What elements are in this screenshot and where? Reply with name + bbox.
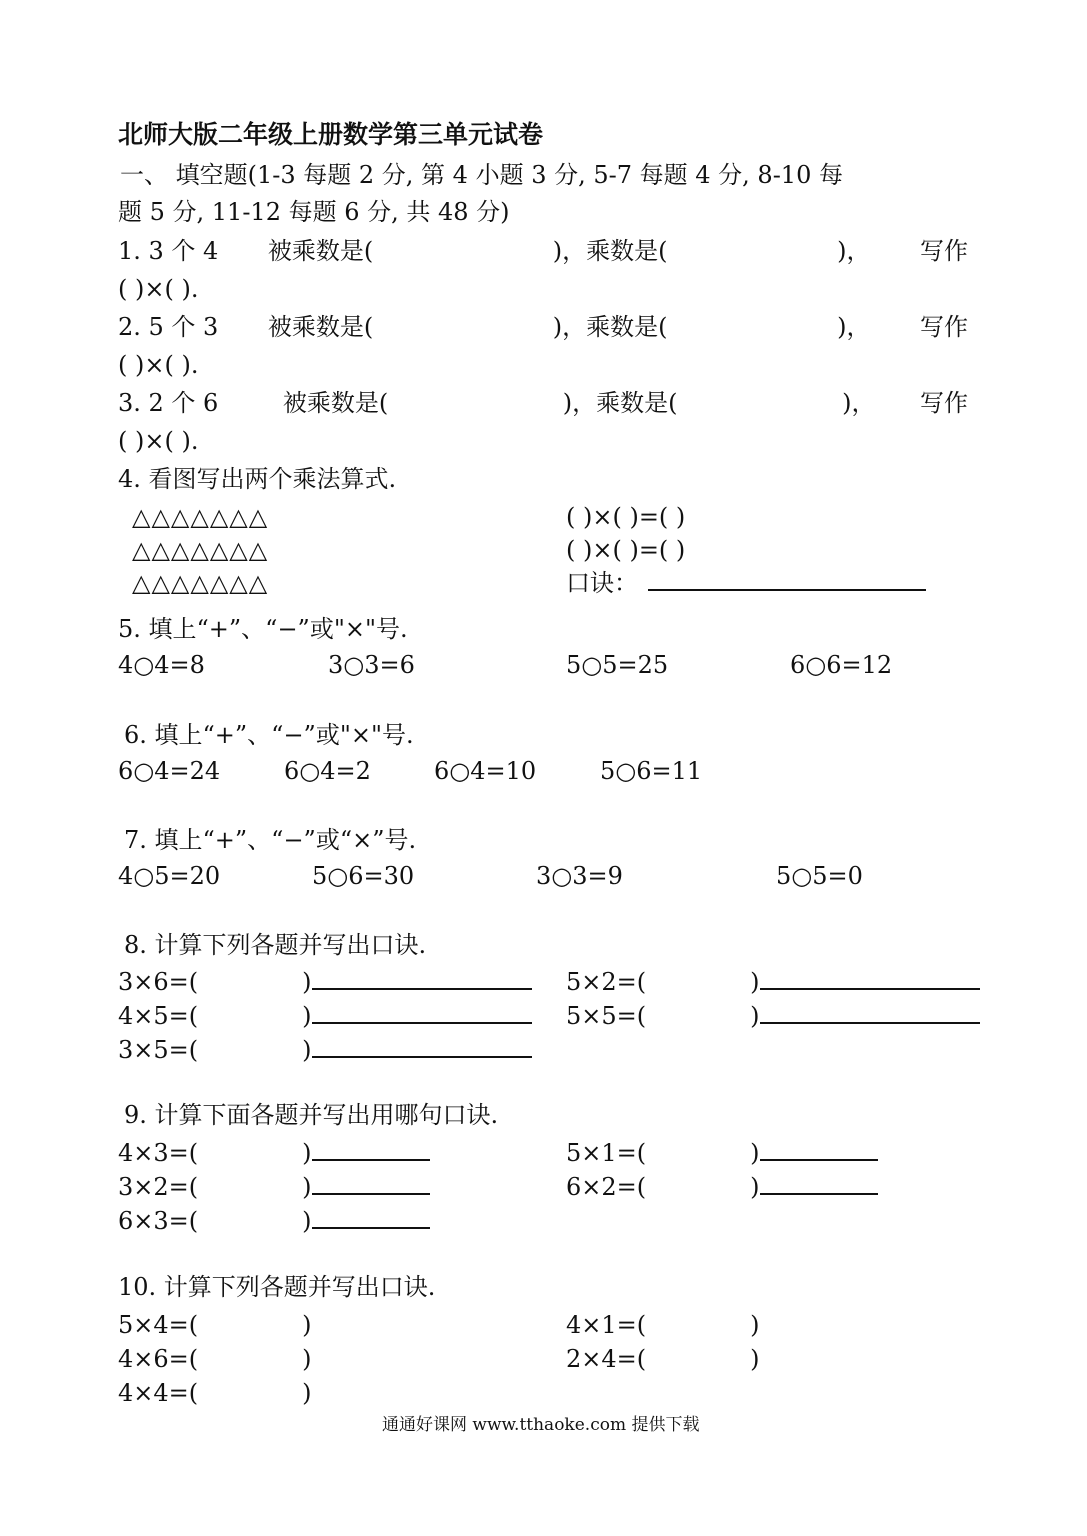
q9-expr: 5×1=( bbox=[566, 1139, 647, 1167]
q9-close: ) bbox=[750, 1173, 760, 1201]
q6-heading: 6. 填上“+”、“−”或"×"号. bbox=[124, 721, 414, 749]
q8-close: ) bbox=[302, 1036, 312, 1064]
q2-label: 2. 5 个 3 bbox=[118, 313, 219, 341]
q10-expr: 2×4=( bbox=[566, 1345, 647, 1373]
q8-expr: 3×6=( bbox=[118, 968, 199, 996]
q2-multiplier: )，乘数是( bbox=[552, 313, 668, 341]
q8-close: ) bbox=[750, 968, 760, 996]
q10-close: ) bbox=[302, 1311, 312, 1339]
q10-close: ) bbox=[302, 1345, 312, 1373]
q3-label: 3. 2 个 6 bbox=[118, 389, 219, 417]
q4-equation-1: ( )×( )=( ) bbox=[566, 503, 686, 531]
q6-item: 6○4=10 bbox=[434, 757, 537, 785]
q9-close: ) bbox=[302, 1173, 312, 1201]
q2-write-line: ( )×( ). bbox=[118, 351, 199, 379]
answer-line[interactable] bbox=[312, 1207, 430, 1229]
q8-left-3 bbox=[118, 1035, 532, 1065]
q9-close: ) bbox=[302, 1207, 312, 1235]
answer-line[interactable] bbox=[760, 1002, 980, 1024]
q8-close: ) bbox=[750, 1002, 760, 1030]
q1-write-line: ( )×( ). bbox=[118, 275, 199, 303]
q1-label: 1. 3 个 4 bbox=[118, 237, 219, 265]
q3-write-line: ( )×( ). bbox=[118, 427, 199, 455]
footer-source: 通通好课网 www.tthaoke.com 提供下载 bbox=[382, 1415, 700, 1435]
triangle-row: △△△△△△△ bbox=[132, 569, 269, 597]
q8-right-1 bbox=[566, 967, 980, 997]
q10-close: ) bbox=[750, 1311, 760, 1339]
q9-expr: 6×2=( bbox=[566, 1173, 647, 1201]
q4-koujue-label: 口诀： bbox=[566, 569, 638, 597]
q3-close: )， bbox=[842, 389, 876, 417]
q9-expr: 3×2=( bbox=[118, 1173, 199, 1201]
answer-line[interactable] bbox=[648, 569, 926, 591]
q6-item: 6○4=24 bbox=[118, 757, 221, 785]
q9-close: ) bbox=[750, 1139, 760, 1167]
q5-item: 5○5=25 bbox=[566, 651, 669, 679]
q9-heading: 9. 计算下面各题并写出用哪句口诀. bbox=[124, 1101, 499, 1129]
answer-line[interactable] bbox=[312, 1002, 532, 1024]
q7-heading: 7. 填上“+”、“−”或“×”号. bbox=[124, 826, 417, 854]
q8-heading: 8. 计算下列各题并写出口诀. bbox=[124, 931, 427, 959]
q4-equation-2: ( )×( )=( ) bbox=[566, 536, 686, 564]
question-1 bbox=[118, 236, 968, 266]
q6-item: 5○6=11 bbox=[600, 757, 703, 785]
section-heading: 一、 填空题(1-3 每题 2 分, 第 4 小题 3 分, 5-7 每题 4 分, 8-10 每 bbox=[120, 161, 843, 189]
q8-expr: 4×5=( bbox=[118, 1002, 199, 1030]
q2-write: 写作 bbox=[920, 313, 968, 341]
answer-line[interactable] bbox=[760, 1139, 878, 1161]
q1-close: )， bbox=[837, 237, 871, 265]
section-heading-cont: 题 5 分, 11-12 每题 6 分, 共 48 分) bbox=[118, 198, 510, 226]
q9-left-1 bbox=[118, 1138, 430, 1168]
q8-left-2 bbox=[118, 1001, 532, 1031]
q10-expr: 5×4=( bbox=[118, 1311, 199, 1339]
q5-item: 6○6=12 bbox=[790, 651, 893, 679]
q7-item: 4○5=20 bbox=[118, 862, 221, 890]
q8-close: ) bbox=[302, 1002, 312, 1030]
q10-expr: 4×1=( bbox=[566, 1311, 647, 1339]
q9-left-3 bbox=[118, 1206, 430, 1236]
answer-line[interactable] bbox=[760, 1173, 878, 1195]
q4-heading: 4. 看图写出两个乘法算式. bbox=[118, 465, 397, 493]
answer-line[interactable] bbox=[312, 1139, 430, 1161]
q10-close: ) bbox=[302, 1379, 312, 1407]
q10-expr: 4×6=( bbox=[118, 1345, 199, 1373]
q2-close: )， bbox=[837, 313, 871, 341]
q3-multiplier: )，乘数是( bbox=[562, 389, 678, 417]
q1-multiplicand: 被乘数是( bbox=[267, 237, 374, 265]
q5-item: 3○3=6 bbox=[328, 651, 415, 679]
q7-item: 5○6=30 bbox=[312, 862, 415, 890]
q9-left-2 bbox=[118, 1172, 430, 1202]
triangle-row: △△△△△△△ bbox=[132, 503, 269, 531]
q9-right-1 bbox=[566, 1138, 878, 1168]
question-2 bbox=[118, 312, 968, 342]
q1-multiplier: )，乘数是( bbox=[552, 237, 668, 265]
answer-line[interactable] bbox=[312, 1036, 532, 1058]
q10-right-1 bbox=[566, 1310, 760, 1340]
q8-expr: 5×5=( bbox=[566, 1002, 647, 1030]
q9-close: ) bbox=[302, 1139, 312, 1167]
q4-koujue bbox=[566, 568, 926, 598]
q3-write: 写作 bbox=[920, 389, 968, 417]
q3-multiplicand: 被乘数是( bbox=[282, 389, 389, 417]
q5-heading: 5. 填上“+”、“−”或"×"号. bbox=[118, 615, 408, 643]
q10-heading: 10. 计算下列各题并写出口诀. bbox=[118, 1273, 436, 1301]
q9-right-2 bbox=[566, 1172, 878, 1202]
q8-expr: 5×2=( bbox=[566, 968, 647, 996]
answer-line[interactable] bbox=[312, 1173, 430, 1195]
q7-item: 3○3=9 bbox=[536, 862, 623, 890]
q8-expr: 3×5=( bbox=[118, 1036, 199, 1064]
q1-write: 写作 bbox=[920, 237, 968, 265]
page-title: 北师大版二年级上册数学第三单元试卷 bbox=[118, 120, 544, 149]
answer-line[interactable] bbox=[312, 968, 532, 990]
q8-close: ) bbox=[302, 968, 312, 996]
q10-close: ) bbox=[750, 1345, 760, 1373]
q10-left-1 bbox=[118, 1310, 312, 1340]
answer-line[interactable] bbox=[760, 968, 980, 990]
q7-item: 5○5=0 bbox=[776, 862, 863, 890]
q10-right-2 bbox=[566, 1344, 760, 1374]
q10-left-3 bbox=[118, 1378, 312, 1408]
q10-left-2 bbox=[118, 1344, 312, 1374]
triangle-row: △△△△△△△ bbox=[132, 536, 269, 564]
q9-expr: 6×3=( bbox=[118, 1207, 199, 1235]
q10-expr: 4×4=( bbox=[118, 1379, 199, 1407]
q8-left-1 bbox=[118, 967, 532, 997]
q8-right-2 bbox=[566, 1001, 980, 1031]
question-3 bbox=[118, 388, 968, 418]
q9-expr: 4×3=( bbox=[118, 1139, 199, 1167]
q2-multiplicand: 被乘数是( bbox=[267, 313, 374, 341]
q5-item: 4○4=8 bbox=[118, 651, 205, 679]
q6-item: 6○4=2 bbox=[284, 757, 371, 785]
